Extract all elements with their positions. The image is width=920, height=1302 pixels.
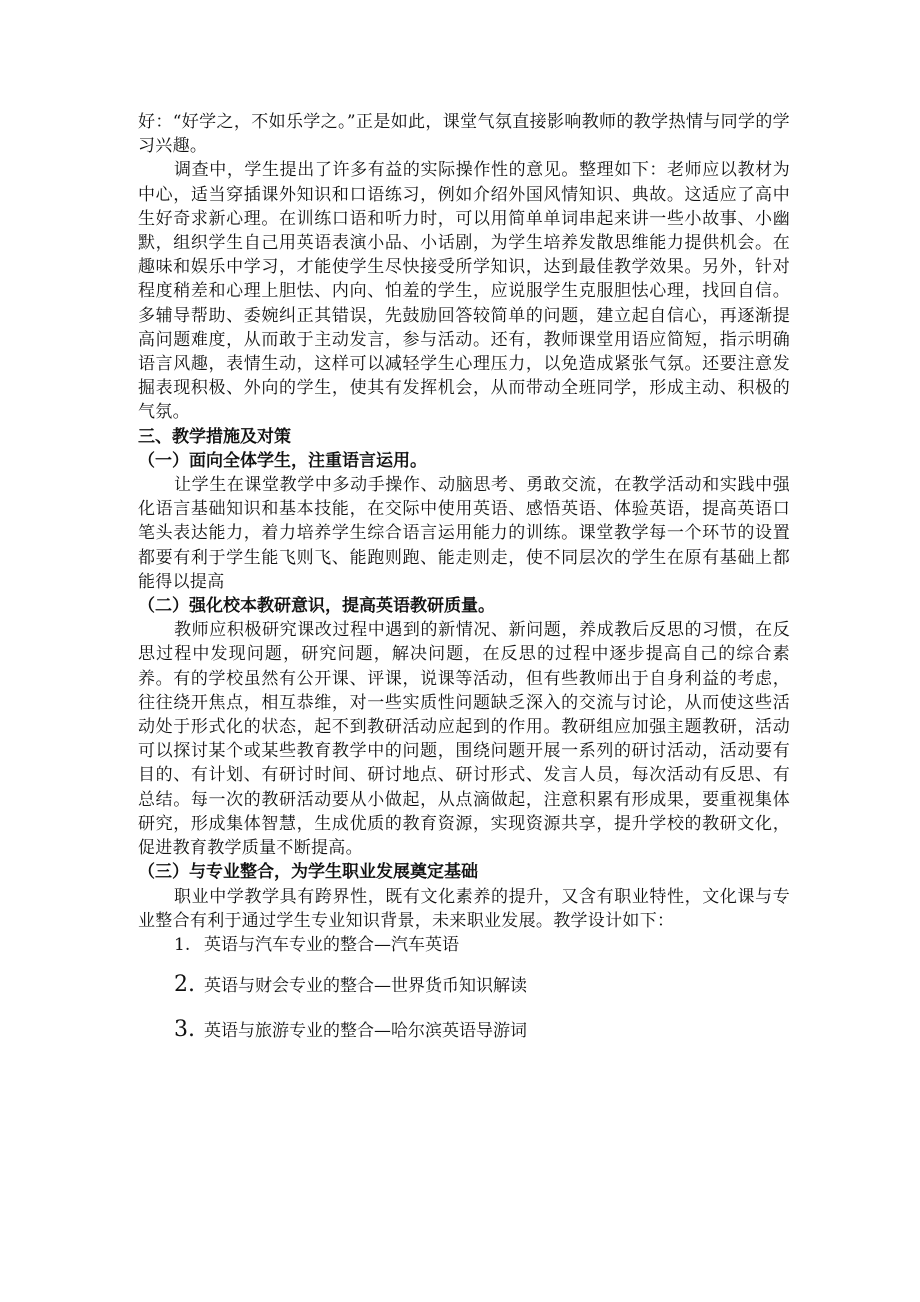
subsection-1-heading: （一）面向全体学生，注重语言运用。 — [138, 450, 427, 471]
document-page — [138, 110, 790, 1044]
subsection-2-heading: （二）强化校本教研意识，提高英语教研质量。 — [138, 596, 495, 617]
list-item-number: 3. — [174, 1017, 195, 1043]
survey-paragraph: 调查中，学生提出了许多有益的实际操作性的意见。整理如下：老师应以教材为中心，适当穿插课外知识和口语练习，例如介绍外国风情知识、典故。这适应了高中生好奇求新心理。在训练口语和听力时，可以用简单单词串起来讲一些小故事、小幽默，组织学生自己用英语表演小品、小话剧，为学生培养发散思维能力提供机会。在趣味和娱乐中学习，才能使学生尽快接受所学知识，达到最佳教学效果。另外，针对程度稍差和心理上胆怯、内向、怕羞的学生，应说服学生克服胆怯心理，找回自信。多辅导帮助、委婉纠正其错误，先鼓励回答较简单的问题，建立起自信心，再逐渐提高问题难度，从而敢于主动发言，参与活动。还有，教师课堂用语应简短，指示明确语言风趣，表情生动，这样可以减轻学生心理压力，以免造成紧张气氛。还要注意发掘表现积极、外向的学生，使其有发挥机会，从而带动全班同学，形成主动、积极的气氛。 — [138, 160, 790, 423]
list-item-text: 英语与旅游专业的整合—哈尔滨英语导游词 — [204, 1021, 527, 1042]
list-item-number: 2. — [174, 972, 195, 998]
intro-paragraph: 好：“好学之，不如乐学之。”正是如此，课堂气氛直接影响教师的教学热情与同学的学习兴趣。 — [138, 112, 790, 157]
list-item — [138, 973, 790, 998]
subsection-3-paragraph: 职业中学教学具有跨界性，既有文化素养的提升，又含有职业特性，文化课与专业整合有利于通过学生专业知识背景，未来职业发展。教学设计如下： — [138, 886, 790, 931]
subsection-3-heading: （三）与专业整合，为学生职业发展奠定基础 — [138, 862, 478, 883]
list-item — [138, 1018, 790, 1043]
list-item-text: 英语与汽车专业的整合—汽车英语 — [204, 934, 459, 955]
integration-list — [138, 933, 790, 1044]
list-item-text: 英语与财会专业的整合—世界货币知识解读 — [204, 976, 527, 997]
section-3-heading: 三、教学措施及对策 — [138, 426, 291, 447]
list-item-number: 1. — [174, 934, 191, 955]
subsection-1-paragraph: 让学生在课堂教学中多动手操作、动脑思考、勇敢交流，在教学活动和实践中强化语言基础知识和基本技能，在交际中使用英语、感悟英语、体验英语，提高英语口笔头表达能力，着力培养学生综合语言运用能力的训练。课堂教学每一个环节的设置都要有利于学生能飞则飞、能跑则跑、能走则走，使不同层次的学生在原有基础上都能得以提高 — [138, 475, 790, 592]
list-item — [138, 933, 790, 957]
subsection-2-paragraph: 教师应积极研究课改过程中遇到的新情况、新问题，养成教后反思的习惯，在反思过程中发现问题，研究问题，解决问题，在反思的过程中逐步提高自己的综合素养。有的学校虽然有公开课、评课，说课等活动，但有些教师出于自身利益的考虑，往往绕开焦点，相互恭维，对一些实质性问题缺乏深入的交流与讨论，从而使这些活动处于形式化的状态，起不到教研活动应起到的作用。教研组应加强主题教研，活动可以探讨某个或某些教育教学中的问题，围绕问题开展一系列的研讨活动，活动要有目的、有计划、有研讨时间、研讨地点、研讨形式、发言人员，每次活动有反思、有总结。每一次的教研活动要从小做起，从点滴做起，注意积累有形成果，要重视集体研究，形成集体智慧，生成优质的教育资源，实现资源共享，提升学校的教研文化，促进教育教学质量不断提高。 — [138, 620, 790, 859]
